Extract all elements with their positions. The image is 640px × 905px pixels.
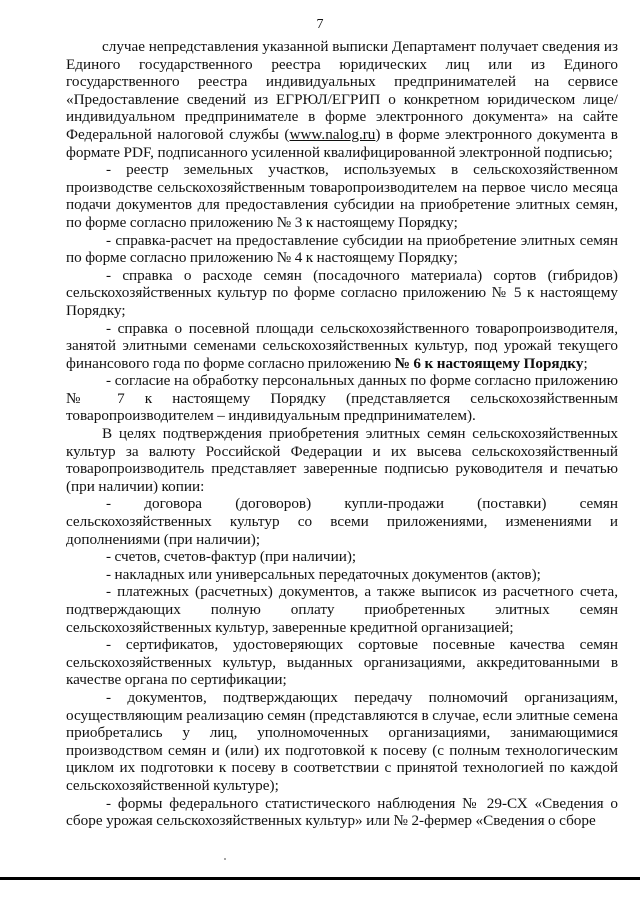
paragraph-seed-consumption: - справка о расходе семян (посадочного материала) сортов (гибридов) сельскохозяйственных культур по форме согласно приложению № 5 к настоящему Порядку; [66,266,618,319]
page-bottom-rule [0,877,640,880]
paragraph-payment-documents: - платежных (расчетных) документов, а также выписок из расчетного счета, подтверждающих полную оплату приобретенных элитных семян сельскохозяйственных культур, заверенные кредитной организацией; [66,583,618,636]
paragraph-subsidy-calc: - справка-расчет на предоставление субсидии на приобретение элитных семян по форме согласно приложению № 4 к настоящему Порядку; [66,231,618,267]
paragraph-statistical-forms: - формы федерального статистического наблюдения № 29-СХ «Сведения о сборе урожая сельскохозяйственных культур» или № 2-фермер «Сведения о сборе [66,794,618,830]
appendix-6-reference: № 6 к настоящему Порядку [394,354,584,372]
page-number: 7 [316,17,324,32]
document-body [66,38,618,830]
paragraph-personal-data-consent: - согласие на обработку персональных данных по форме согласно приложению № 7 к настоящему Порядку (представляется сельскохозяйственным товаропроизводителем – индивидуальным предпринимателем). [66,372,618,425]
paragraph-contracts: - договора (договоров) купли-продажи (поставки) семян сельскохозяйственных культур со всеми приложениями, изменениями и дополнениями (при наличии); [66,495,618,548]
nalog-link[interactable]: www.nalog.ru [289,125,376,143]
paragraph-sown-area: - справка о посевной площади сельскохозяйственного товаропроизводителя, занятой элитными семенами сельскохозяйственных культур, под урожай текущего финансового года по форме согласно приложению № 6 к настоящему Порядку; [66,319,618,372]
paragraph-authority-documents: - документов, подтверждающих передачу полномочий организациям, осуществляющим реализацию семян (представляются в случае, если элитные семена приобретались у лиц, уполномоченных организациями, занимающимися производством семян и (или) их подготовкой к посеву (с полным технологическим циклом их подготовки к посеву в соответствии с принятой технологией по каждой сельскохозяйственной культуре); [66,688,618,794]
scan-speck [224,858,226,860]
paragraph-confirmation-intro: В целях подтверждения приобретения элитных семян сельскохозяйственных культур за валюту Российской Федерации и их высева сельскохозяйственный товаропроизводитель представляет заверенные подписью руководителя и печатью (при наличии) копии: [66,425,618,495]
paragraph-egrul-info [66,38,618,161]
paragraph-text: случае непредставления указанной выписки Департамент получает сведения из Единого государственного реестра юридических лиц или из Единого государственного реестра индивидуальных предпринимателей на сервисе «Предоставление сведений из ЕГРЮЛ/ЕГРИП о конкретном юридическом лице/индивидуальном предпринимателе в форме электронного документа» на сайте Федеральной налоговой службы (www.nalog.ru) в форме электронного документа в формате PDF, подписанного усиленной квалифицированной электронной подписью; [66,38,618,161]
paragraph-invoices: - счетов, счетов-фактур (при наличии); [106,548,357,566]
paragraph-certificates: - сертификатов, удостоверяющих сортовые посевные качества семян сельскохозяйственных культур, выданных организациями, аккредитованными в качестве органа по сертификации; [66,636,618,689]
paragraph-land-registry: - реестр земельных участков, используемых в сельскохозяйственном производстве сельскохозяйственным товаропроизводителем на первое число месяца подачи документов для предоставления субсидии на приобретение элитных семян, по форме согласно приложению № 3 к настоящему Порядку; [66,161,618,231]
paragraph-waybills: - накладных или универсальных передаточных документов (актов); [106,565,541,583]
